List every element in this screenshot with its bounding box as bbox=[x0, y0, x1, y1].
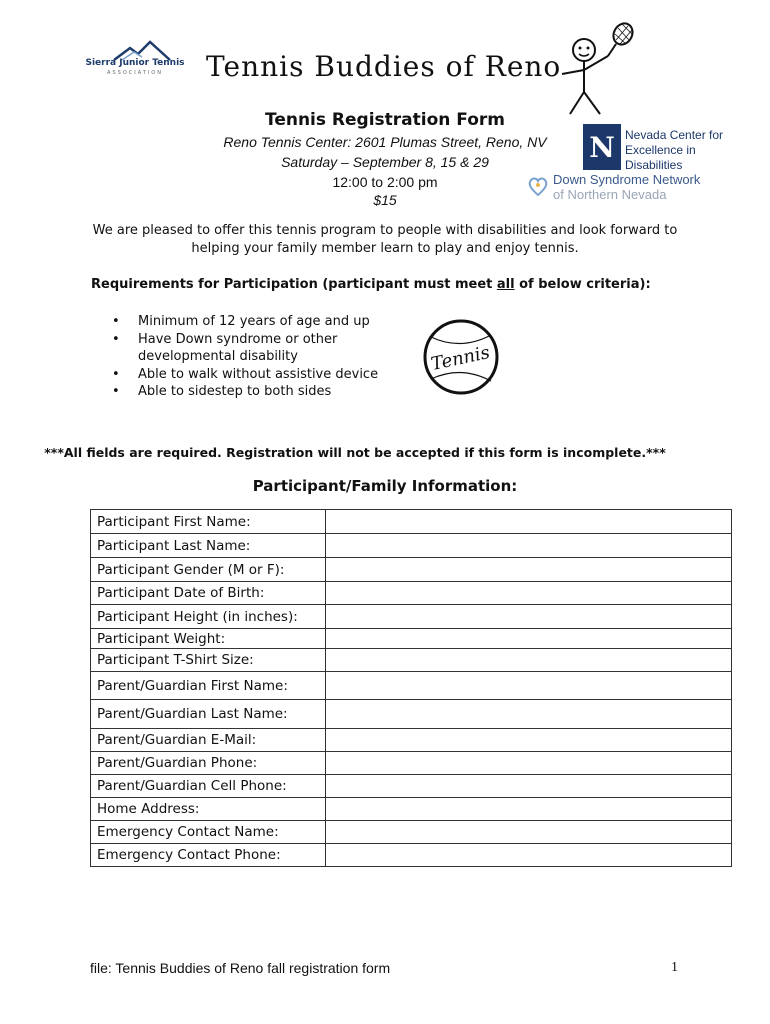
field-label: Parent/Guardian Last Name: bbox=[91, 700, 326, 729]
table-row bbox=[91, 558, 732, 582]
bullet-icon: • bbox=[112, 366, 120, 382]
field-input[interactable] bbox=[325, 510, 731, 534]
field-input[interactable] bbox=[325, 534, 731, 558]
table-row bbox=[91, 510, 732, 534]
field-label: Parent/Guardian E-Mail: bbox=[91, 729, 326, 752]
field-input[interactable] bbox=[325, 558, 731, 582]
banner-title: Tennis Buddies of Reno bbox=[206, 50, 562, 83]
field-input[interactable] bbox=[325, 775, 731, 798]
table-row bbox=[91, 775, 732, 798]
table-row bbox=[91, 798, 732, 821]
field-input[interactable] bbox=[325, 700, 731, 729]
table-row bbox=[91, 752, 732, 775]
field-label: Participant T-Shirt Size: bbox=[91, 649, 326, 672]
field-label: Participant Weight: bbox=[91, 629, 326, 649]
bullet-icon: • bbox=[112, 331, 120, 347]
field-label: Parent/Guardian Phone: bbox=[91, 752, 326, 775]
tennis-ball-text: Tennis bbox=[429, 342, 492, 376]
sjta-sub: ASSOCIATION bbox=[107, 70, 163, 76]
requirements-heading bbox=[91, 277, 651, 292]
field-label: Home Address: bbox=[91, 798, 326, 821]
field-input[interactable] bbox=[325, 798, 731, 821]
field-label: Parent/Guardian Cell Phone: bbox=[91, 775, 326, 798]
stick-figure-icon bbox=[552, 22, 642, 122]
table-row bbox=[91, 672, 732, 700]
bullet-icon: • bbox=[112, 384, 120, 399]
field-input[interactable] bbox=[325, 672, 731, 700]
field-input[interactable] bbox=[325, 649, 731, 672]
list-item bbox=[112, 313, 402, 331]
field-input[interactable] bbox=[325, 629, 731, 649]
tennis-ball-icon bbox=[423, 317, 499, 397]
dsn-line1: Down Syndrome Network bbox=[553, 172, 701, 187]
table-row bbox=[91, 821, 732, 844]
sierra-junior-tennis-logo bbox=[80, 40, 190, 84]
field-input[interactable] bbox=[325, 752, 731, 775]
sjta-name: Sierra Junior Tennis bbox=[85, 58, 185, 68]
field-input[interactable] bbox=[325, 821, 731, 844]
field-input[interactable] bbox=[325, 582, 731, 605]
field-label: Participant Date of Birth: bbox=[91, 582, 326, 605]
bullet-icon: • bbox=[112, 314, 120, 329]
price-line: $15 bbox=[373, 192, 397, 208]
field-label: Participant Gender (M or F): bbox=[91, 558, 326, 582]
location-line: Reno Tennis Center: 2601 Plumas Street, Reno, NV bbox=[223, 134, 547, 150]
field-input[interactable] bbox=[325, 844, 731, 867]
table-row bbox=[91, 729, 732, 752]
list-item bbox=[112, 383, 402, 401]
requirement-text: Able to walk without assistive device bbox=[138, 366, 379, 382]
requirement-text: Able to sidestep to both sides bbox=[138, 384, 332, 399]
list-item bbox=[112, 366, 402, 384]
requirement-text: Have Down syndrome or other developmental disability bbox=[138, 331, 338, 364]
req-heading-emph: all bbox=[496, 277, 515, 292]
intro-paragraph: We are pleased to offer this tennis program to people with disabilities and look forward to helping your family member learn to play and enjoy tennis. bbox=[92, 223, 678, 256]
field-label: Emergency Contact Phone: bbox=[91, 844, 326, 867]
table-row bbox=[91, 605, 732, 629]
table-row bbox=[91, 534, 732, 558]
req-heading-pre: Requirements for Participation (participant must meet bbox=[91, 277, 497, 292]
requirement-text: Minimum of 12 years of age and up bbox=[138, 314, 370, 329]
nccd-letter: N bbox=[583, 124, 621, 170]
field-input[interactable] bbox=[325, 605, 731, 629]
requirements-list bbox=[112, 313, 402, 401]
info-table bbox=[90, 509, 732, 867]
field-label: Emergency Contact Name: bbox=[91, 821, 326, 844]
table-row bbox=[91, 844, 732, 867]
req-heading-post: of below criteria): bbox=[514, 277, 651, 292]
list-item bbox=[112, 331, 402, 366]
field-label: Participant First Name: bbox=[91, 510, 326, 534]
table-row bbox=[91, 629, 732, 649]
field-input[interactable] bbox=[325, 729, 731, 752]
dates-line: Saturday – September 8, 15 & 29 bbox=[281, 154, 489, 170]
times-line: 12:00 to 2:00 pm bbox=[332, 174, 438, 190]
table-row bbox=[91, 582, 732, 605]
field-label: Parent/Guardian First Name: bbox=[91, 672, 326, 700]
nccd-line1: Nevada Center for bbox=[625, 128, 724, 142]
nccd-line2: Excellence in Disabilities bbox=[625, 143, 696, 172]
form-title: Tennis Registration Form bbox=[264, 110, 505, 130]
section-heading: Participant/Family Information: bbox=[252, 477, 518, 495]
footer-file-name: file: Tennis Buddies of Reno fall registration form bbox=[90, 960, 391, 976]
table-row bbox=[91, 649, 732, 672]
field-label: Participant Last Name: bbox=[91, 534, 326, 558]
required-notice: ***All fields are required. Registration will not be accepted if this form is incomplete.*** bbox=[44, 445, 666, 460]
table-row bbox=[91, 700, 732, 729]
dsn-line2: of Northern Nevada bbox=[553, 187, 667, 202]
field-label: Participant Height (in inches): bbox=[91, 605, 326, 629]
page-number: 1 bbox=[671, 960, 678, 975]
